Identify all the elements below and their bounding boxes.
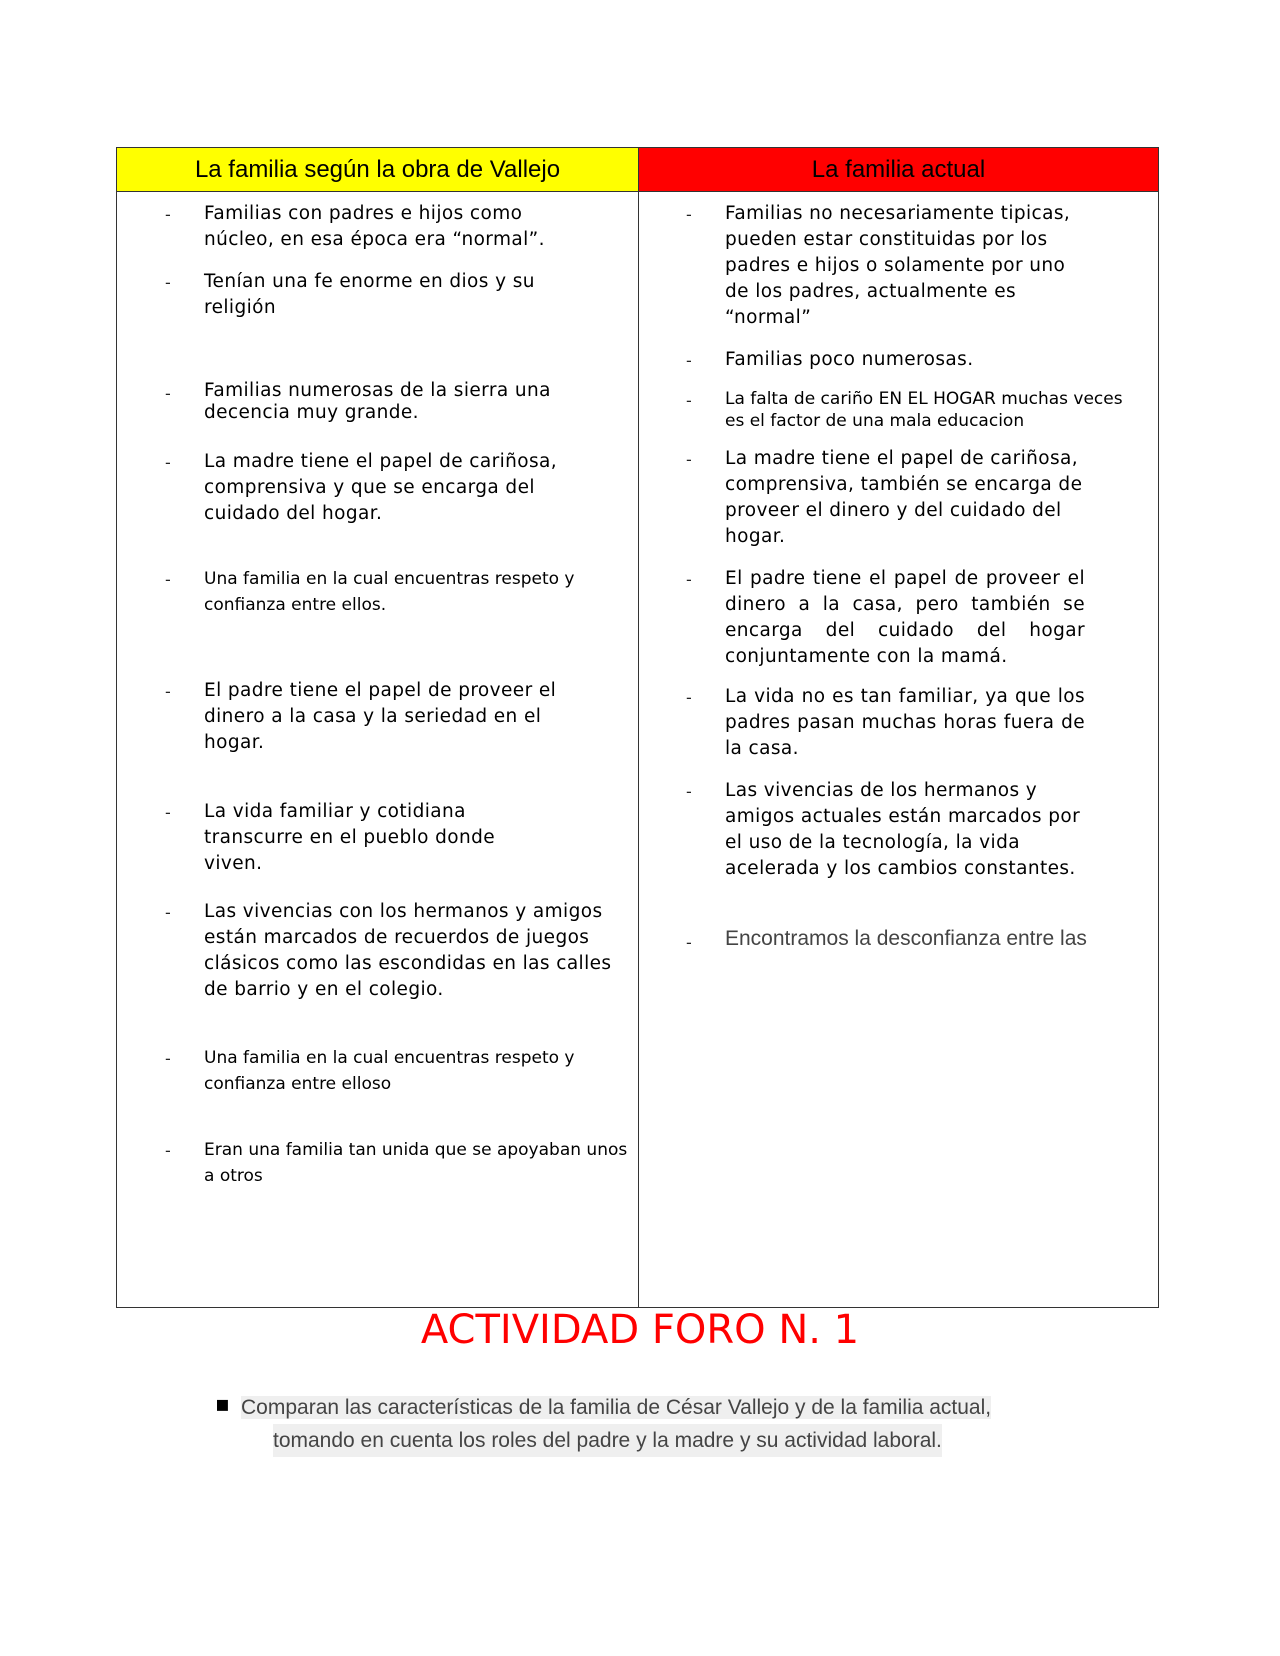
dash-marker: - xyxy=(165,682,171,701)
dash-marker: - xyxy=(686,205,692,224)
activity-text-line1: Comparan las características de la familia de César Vallejo y de la familia actual, xyxy=(241,1396,992,1419)
list-item: Familias numerosas de la sierra una decencia muy grande. xyxy=(204,380,551,423)
dash-marker: - xyxy=(165,384,171,403)
dash-marker: - xyxy=(165,273,171,292)
list-item: Familias poco numerosas. xyxy=(725,349,974,370)
dash-marker: - xyxy=(165,453,171,472)
dash-marker: - xyxy=(686,933,692,952)
header-vallejo: La familia según la obra de Vallejo xyxy=(117,148,638,192)
dash-marker: - xyxy=(165,1049,171,1068)
header-actual: La familia actual xyxy=(639,148,1158,192)
dash-marker: - xyxy=(686,351,692,370)
column-actual xyxy=(639,148,1158,1307)
activity-instructions xyxy=(241,1391,1081,1457)
dash-marker: - xyxy=(686,688,692,707)
list-item: El padre tiene el papel de proveer el dinero a la casa, pero también se encarga del cuidado del hogar conjuntamente con la mamá. xyxy=(725,568,1085,667)
list-item: Encontramos la desconfianza entre las xyxy=(725,927,1087,950)
square-bullet-icon: ▪ xyxy=(215,1392,230,1417)
list-item: La falta de cariño EN EL HOGAR muchas veces es el factor de una mala educacion xyxy=(725,389,1123,431)
list-item: El padre tiene el papel de proveer el dinero a la casa y la seriedad en el hogar. xyxy=(204,680,557,753)
list-item: Una familia en la cual encuentras respeto y confianza entre ellos. xyxy=(204,569,575,615)
activity-text-line2: tomando en cuenta los roles del padre y la madre y su actividad laboral. xyxy=(273,1424,942,1457)
activity-title: ACTIVIDAD FORO N. 1 xyxy=(420,1307,860,1353)
dash-marker: - xyxy=(165,570,171,589)
list-item: La vida familiar y cotidiana transcurre en el pueblo donde viven. xyxy=(204,801,496,874)
dash-marker: - xyxy=(686,782,692,801)
dash-marker: - xyxy=(165,903,171,922)
list-item: La madre tiene el papel de cariñosa, comprensiva y que se encarga del cuidado del hogar. xyxy=(204,451,558,524)
dash-marker: - xyxy=(686,450,692,469)
comparison-table xyxy=(116,147,1159,1308)
list-item: Eran una familia tan unida que se apoyaban unos a otros xyxy=(204,1140,628,1186)
list-item: Una familia en la cual encuentras respeto y confianza entre elloso xyxy=(204,1048,575,1094)
dash-marker: - xyxy=(165,803,171,822)
list-item: Familias no necesariamente tipicas, pueden estar constituidas por los padres e hijos o solamente por uno de los padres, actualmente es “normal” xyxy=(725,203,1071,328)
column-vallejo xyxy=(117,148,639,1307)
dash-marker: - xyxy=(686,391,692,410)
dash-marker: - xyxy=(165,205,171,224)
list-item: La vida no es tan familiar, ya que los padres pasan muchas horas fuera de la casa. xyxy=(725,686,1085,759)
list-item: Las vivencias con los hermanos y amigos están marcados de recuerdos de juegos clásicos como las escondidas en las calles de barrio y en el colegio. xyxy=(204,901,612,1000)
list-item: Tenían una fe enorme en dios y su religión xyxy=(204,271,535,318)
dash-marker: - xyxy=(686,570,692,589)
list-item: Las vivencias de los hermanos y amigos actuales están marcados por el uso de la tecnología, la vida acelerada y los cambios constantes. xyxy=(725,780,1081,879)
list-item: La madre tiene el papel de cariñosa, comprensiva, también se encarga de proveer el dinero y del cuidado del hogar. xyxy=(725,448,1083,547)
dash-marker: - xyxy=(165,1141,171,1160)
list-item: Familias con padres e hijos como núcleo, en esa época era “normal”. xyxy=(204,203,545,250)
